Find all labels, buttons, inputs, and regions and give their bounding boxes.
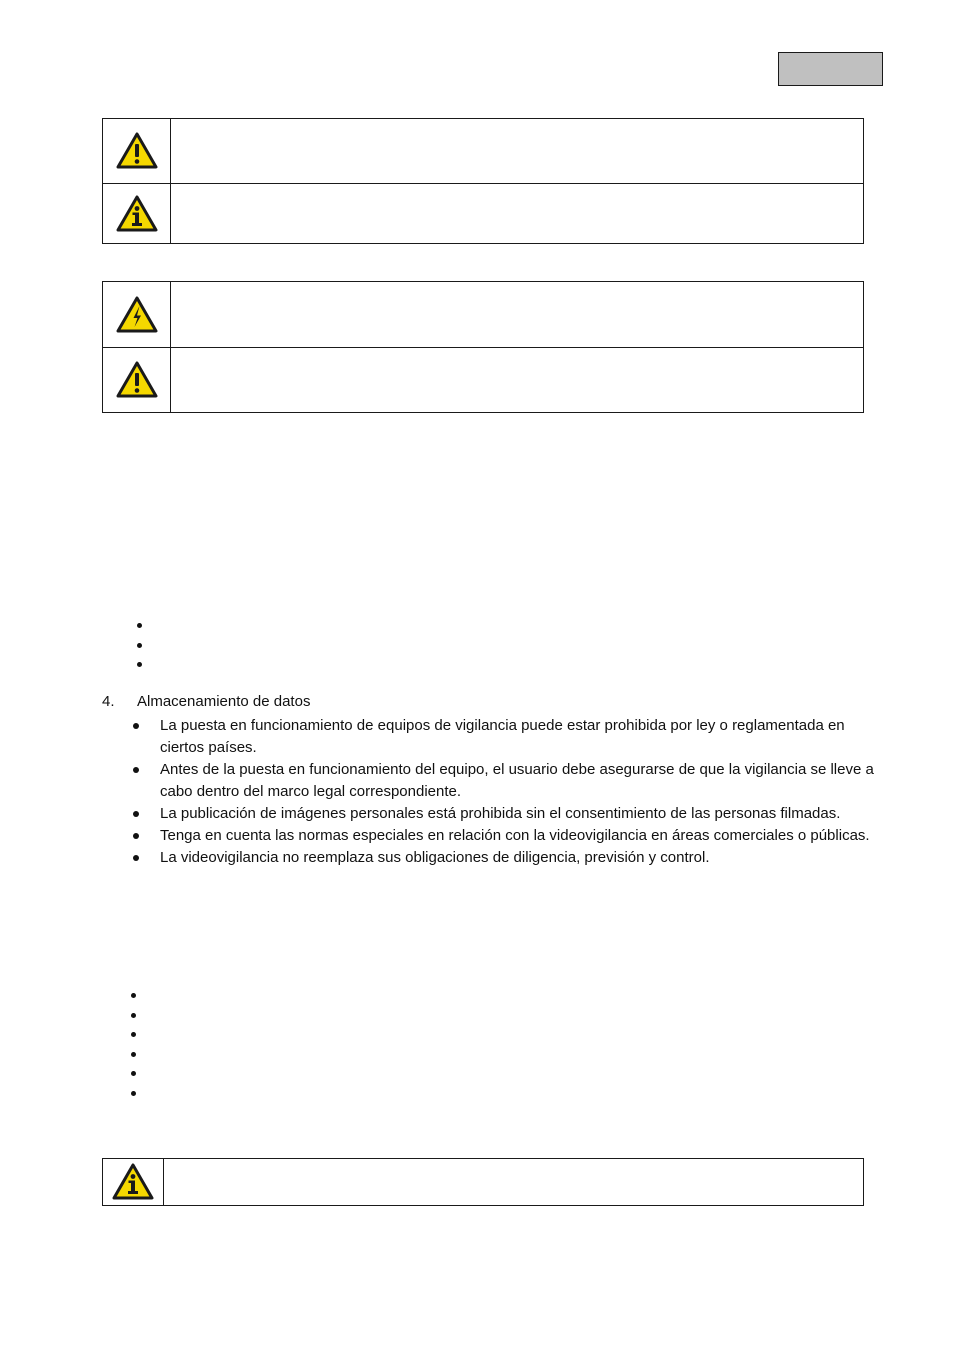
section-heading <box>102 692 310 712</box>
list-item: La publicación de imágenes personales está prohibida sin el consentimiento de las personas filmadas. <box>102 803 882 825</box>
notice-row-info <box>103 1159 863 1205</box>
notice-row-electric <box>103 282 863 347</box>
notice-text <box>164 1159 863 1205</box>
notice-text <box>171 119 863 183</box>
notice-text <box>171 184 863 243</box>
notice-row-info <box>103 183 863 243</box>
section-bullet-list <box>102 715 882 869</box>
list-bullet <box>131 1032 136 1037</box>
list-item: Tenga en cuenta las normas especiales en relación con la videovigilancia en áreas comerciales o públicas. <box>102 825 882 847</box>
list-bullet <box>131 1071 136 1076</box>
list-item: La videovigilancia no reemplaza sus obligaciones de diligencia, previsión y control. <box>102 847 882 869</box>
list-bullet <box>131 1091 136 1096</box>
warning-icon <box>116 361 158 399</box>
list-bullet <box>137 623 142 628</box>
section-number: 4. <box>102 693 115 710</box>
list-item: Antes de la puesta en funcionamiento del equipo, el usuario debe asegurarse de que la vigilancia se lleve a cabo dentro del marco legal correspondiente. <box>102 759 882 803</box>
electric-hazard-icon <box>116 296 158 334</box>
info-icon <box>112 1163 154 1201</box>
list-bullet <box>137 662 142 667</box>
notice-table-1 <box>102 118 864 244</box>
section-title: Almacenamiento de datos <box>137 693 311 710</box>
list-bullet <box>131 993 136 998</box>
language-tab <box>778 52 883 86</box>
notice-row-warning <box>103 347 863 412</box>
list-item: La puesta en funcionamiento de equipos de vigilancia puede estar prohibida por ley o reglamentada en ciertos países. <box>102 715 882 759</box>
list-bullet <box>131 1013 136 1018</box>
notice-table-2 <box>102 281 864 413</box>
notice-row-warning <box>103 119 863 183</box>
notice-text <box>171 282 863 347</box>
info-icon <box>116 195 158 233</box>
notice-text <box>171 348 863 412</box>
list-bullet <box>137 643 142 648</box>
list-bullet <box>131 1052 136 1057</box>
warning-icon <box>116 132 158 170</box>
notice-table-3 <box>102 1158 864 1206</box>
